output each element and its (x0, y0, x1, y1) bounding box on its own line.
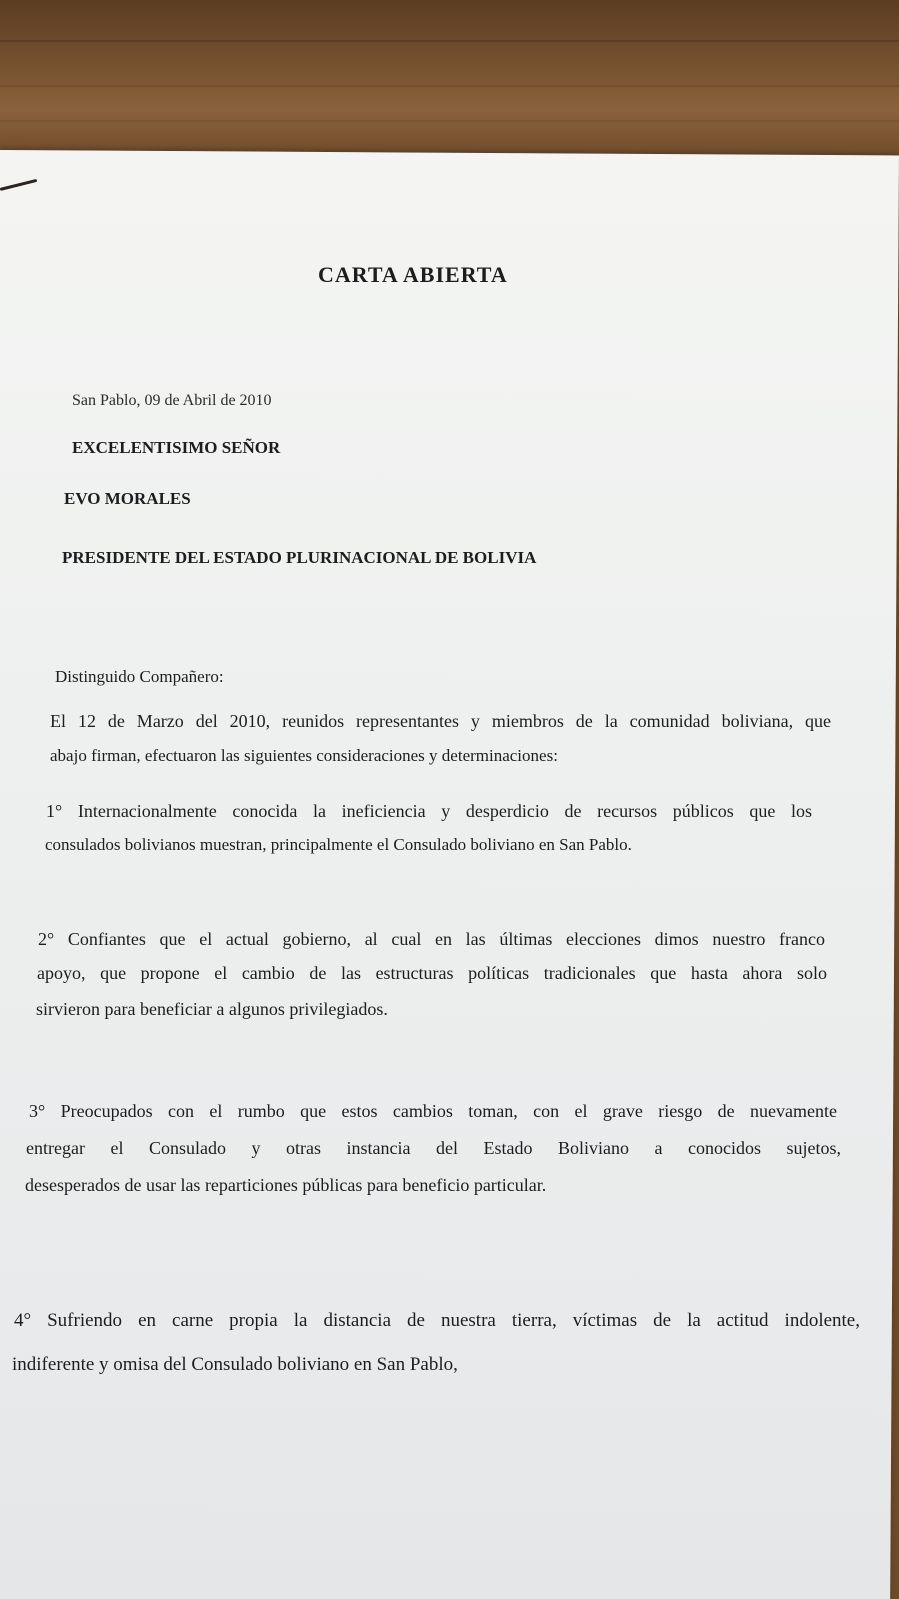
point-3-line-1: 3° Preocupados con el rumbo que estos cambios toman, con el grave riesgo de nuevamente (29, 1101, 837, 1121)
point-3-line-2: entregar el Consulado y otras instancia del Estado Boliviano a conocidos sujetos, (26, 1138, 841, 1158)
letter-title: CARTA ABIERTA (318, 262, 508, 287)
greeting: Distinguido Compañero: (55, 667, 224, 686)
point-2-line-3: sirvieron para beneficiar a algunos privilegiados. (36, 999, 388, 1019)
point-3-line-3: desesperados de usar las reparticiones públicas para beneficio particular. (25, 1175, 547, 1195)
point-2-line-2: apoyo, que propone el cambio de las estructuras políticas tradicionales que hasta ahora solo (37, 963, 827, 983)
point-4-line-1: 4° Sufriendo en carne propia la distancia de nuestra tierra, víctimas de la actitud indolente, (14, 1310, 860, 1331)
salutation-line-1: EXCELENTISIMO SEÑOR (72, 438, 281, 457)
wood-grain (0, 40, 899, 42)
point-1-line-1: 1° Internacionalmente conocida la ineficiencia y desperdicio de recursos públicos que los (46, 801, 812, 821)
salutation-line-3: PRESIDENTE DEL ESTADO PLURINACIONAL DE BOLIVIA (62, 548, 537, 567)
salutation-line-2: EVO MORALES (64, 489, 191, 508)
point-1-line-2: consulados bolivianos muestran, principalmente el Consulado boliviano en San Pablo. (45, 835, 632, 854)
letter-paper (0, 150, 899, 1599)
point-2-line-1: 2° Confiantes que el actual gobierno, al cual en las últimas elecciones dimos nuestro franco (38, 929, 825, 949)
intro-line-2: abajo firman, efectuaron las siguientes consideraciones y determinaciones: (50, 746, 558, 765)
wood-grain (0, 120, 899, 122)
wood-grain (0, 85, 899, 87)
letter-date: San Pablo, 09 de Abril de 2010 (72, 392, 272, 409)
point-4-line-2: indiferente y omisa del Consulado boliviano en San Pablo, (12, 1354, 458, 1375)
intro-line-1: El 12 de Marzo del 2010, reunidos representantes y miembros de la comunidad boliviana, que (50, 711, 831, 731)
